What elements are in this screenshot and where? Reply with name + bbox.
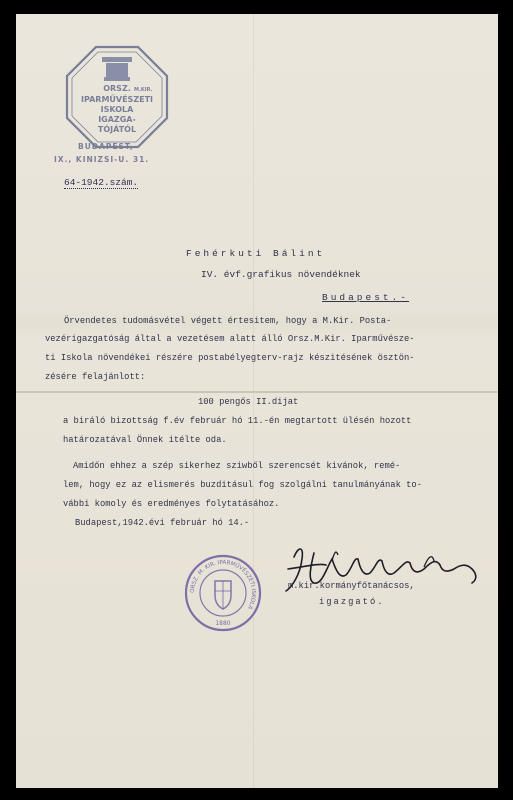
- body-line: vábbi komoly és eredményes folytatásához.: [63, 499, 280, 509]
- stamp-year: 1880: [215, 620, 231, 627]
- crest-line-1: ORSZ.: [103, 84, 131, 93]
- addressee-city: Budapest.-: [322, 292, 410, 303]
- crest-line-2: M.KIR.: [134, 87, 153, 93]
- crest-line-5: IGAZGA-: [98, 115, 136, 124]
- letterhead-street: IX., KINIZSI-U. 31.: [54, 155, 150, 164]
- document-page: [16, 14, 498, 788]
- body-line: lem, hogy ez az elismerés buzditásul fog szolgálni tanulmányának to-: [63, 480, 422, 490]
- round-official-stamp: [183, 553, 263, 633]
- body-line: vezérigazgatóság által a vezetésem alatt álló Orsz.M.Kir. Iparművésze-: [45, 334, 415, 344]
- letterhead-crest-stamp: [64, 44, 170, 150]
- signatory-title: m.kir.kormányfőtanácsos,: [288, 581, 415, 591]
- paper-fold: [16, 391, 498, 393]
- body-line: határozatával Önnek itélte oda.: [63, 435, 227, 445]
- signatory-role: igazgató.: [319, 597, 385, 607]
- crest-line-4: ISKOLA: [100, 105, 134, 114]
- body-line: zésére felajánlott:: [45, 372, 146, 382]
- body-line: a biráló bizottság f.év február hó 11.-én megtartott ülésén hozott: [63, 416, 412, 426]
- body-line: Amidőn ehhez a szép sikerhez sziwből szerencsét kivánok, remé-: [73, 461, 401, 471]
- letterhead-city: BUDAPEST,: [78, 142, 134, 151]
- crest-line-3: IPARMŰVÉSZETI: [80, 95, 154, 104]
- addressee-name: Fehérkuti Bálint: [186, 248, 326, 259]
- crest-line-6: TÓJÁTÓL: [97, 125, 137, 134]
- date-line: Budapest,1942.évi február hó 14.-: [75, 518, 250, 528]
- body-line: Örvendetes tudomásvétel végett értesitem, hogy a M.Kir. Posta-: [64, 316, 392, 326]
- body-line: ti Iskola növendékei részére postabélyegterv-rajz készitésének ösztön-: [45, 353, 415, 363]
- stamp-ring-text: ORSZ. M. KIR. IPARMŰVÉSZETI ISKOLA: [189, 559, 257, 610]
- addressee-class: IV. évf.grafikus növendéknek: [201, 269, 361, 280]
- reference-number: 64-1942.szám.: [64, 177, 139, 188]
- body-line-prize: 100 pengős II.dijat: [198, 397, 299, 407]
